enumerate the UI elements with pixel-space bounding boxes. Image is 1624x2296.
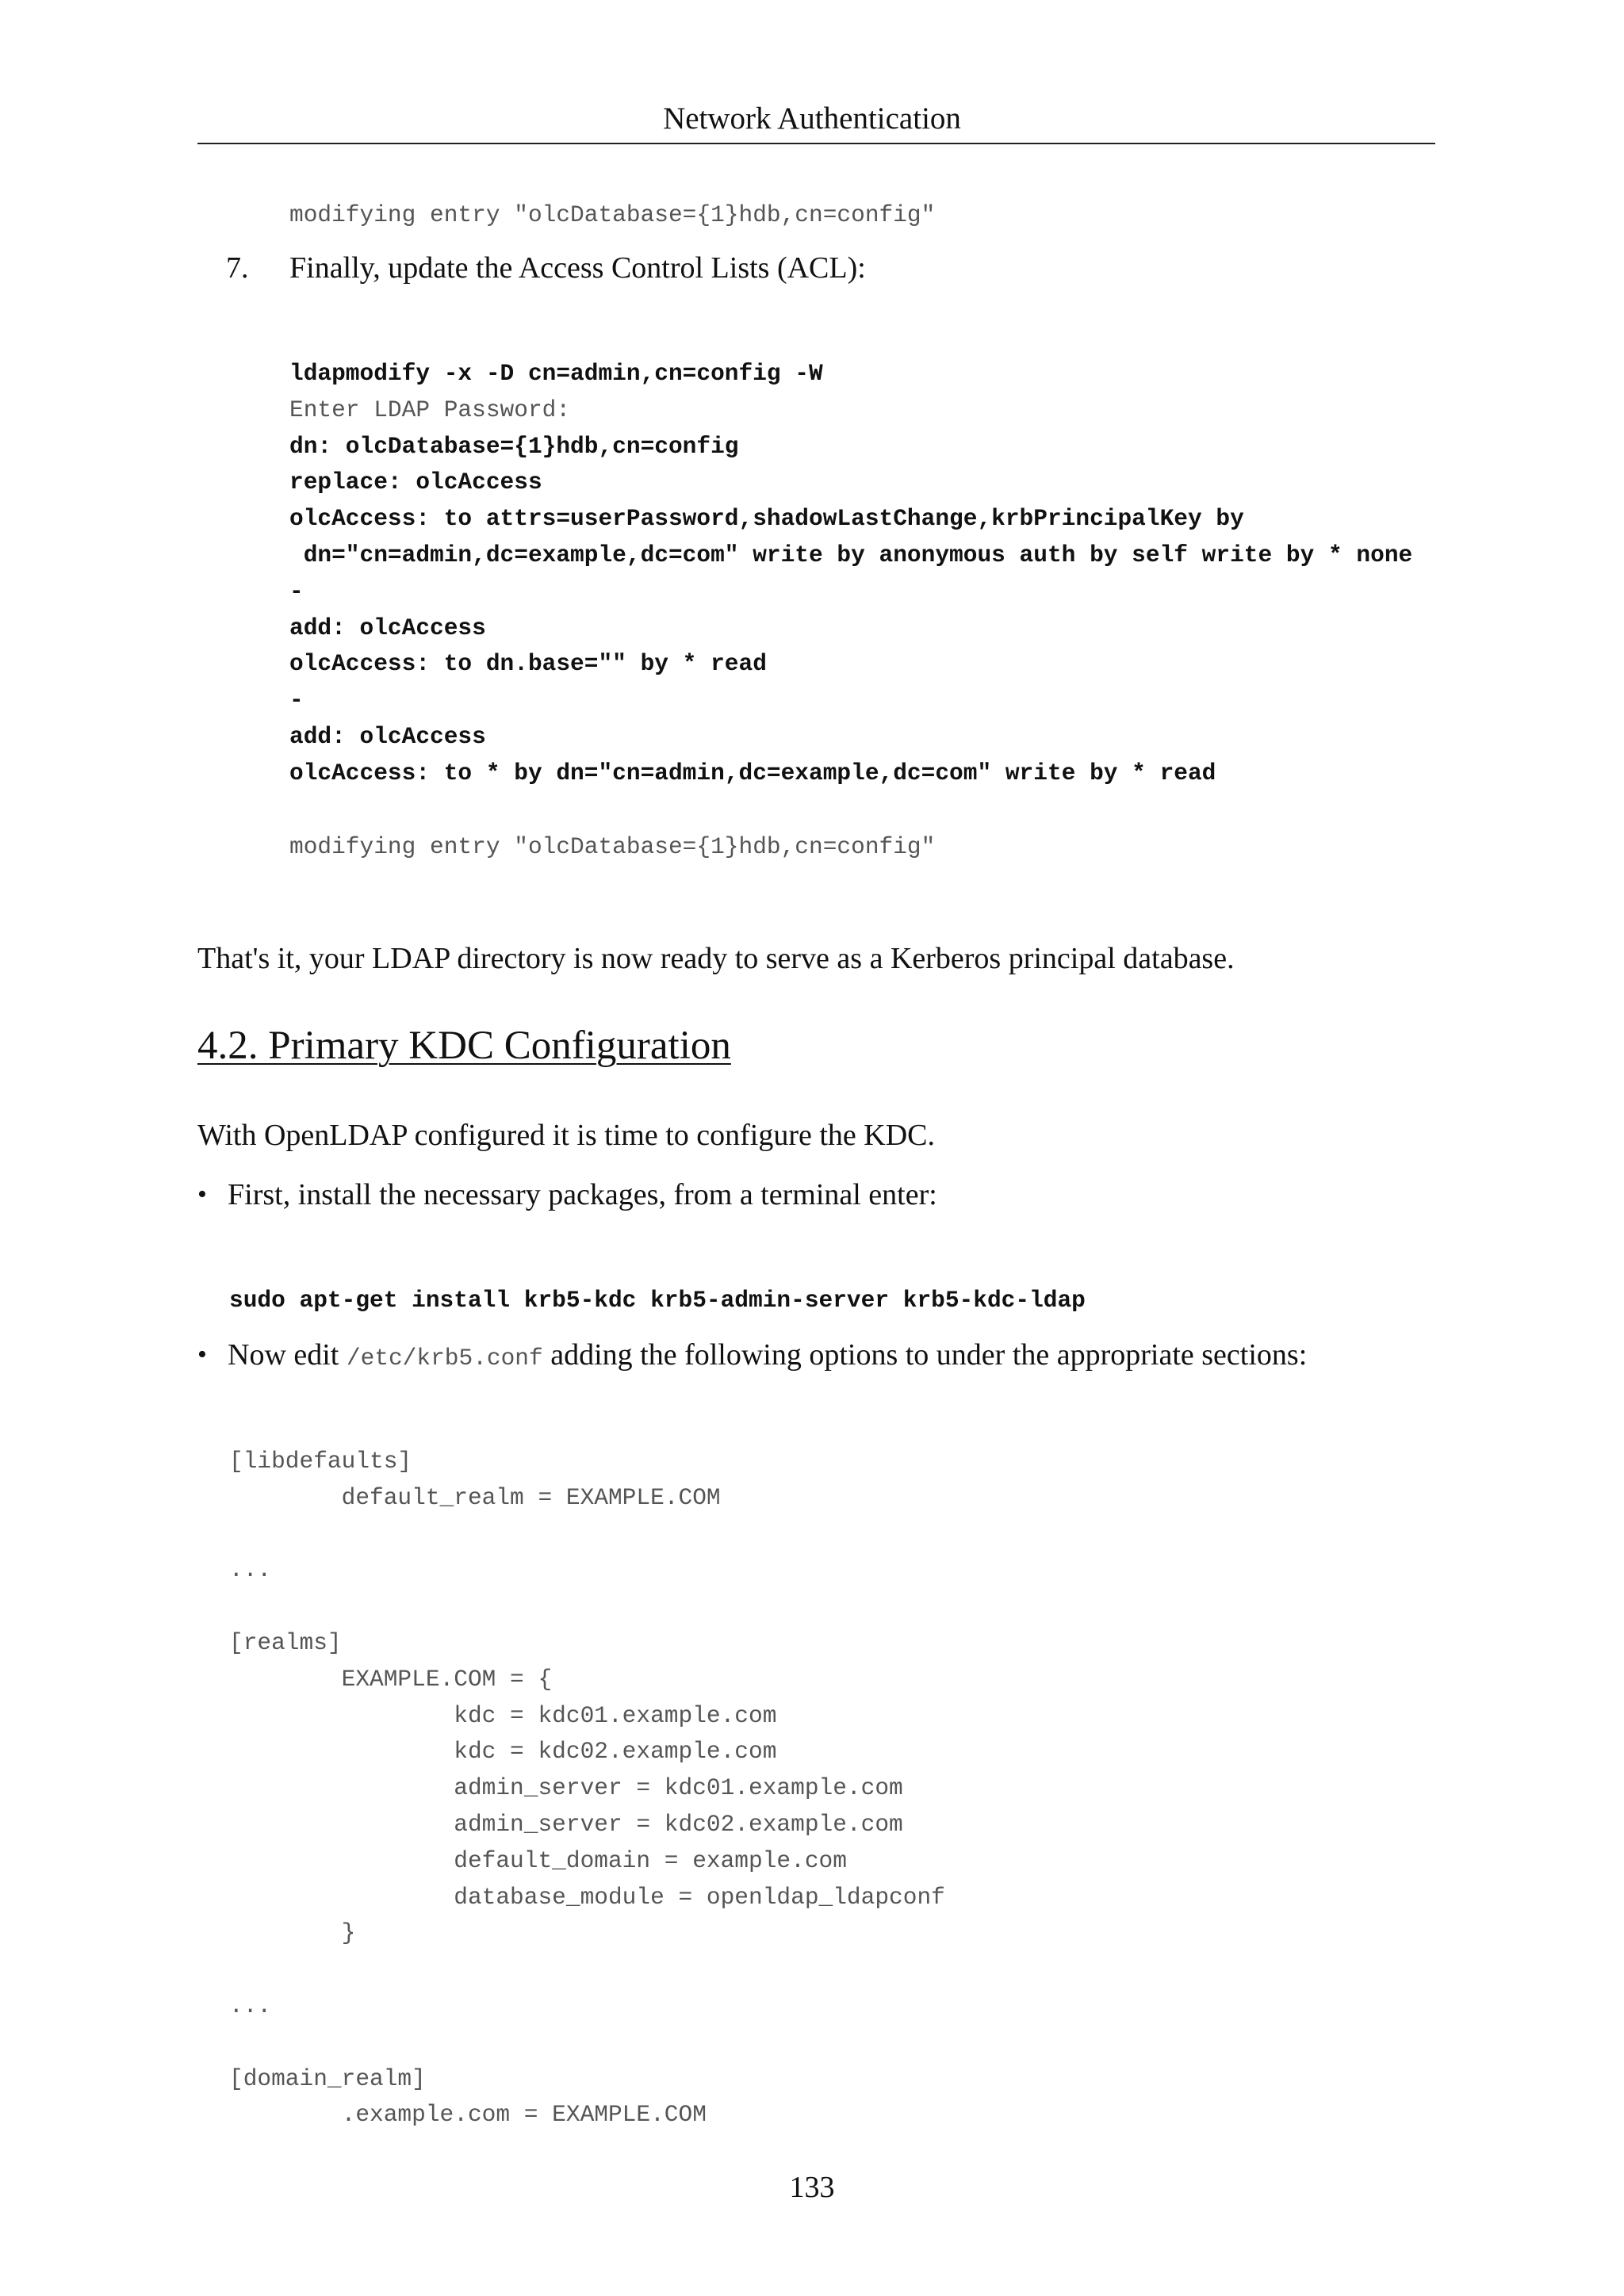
config-line: admin_server = kdc02.example.com [229, 1811, 903, 1838]
code-line: ldapmodify -x -D cn=admin,cn=config -W [289, 360, 823, 387]
code-line: dn="cn=admin,dc=example,dc=com" write by anonymous auth by self write by * none [289, 541, 1413, 568]
config-line: [libdefaults] [229, 1448, 412, 1475]
config-line: } [229, 1919, 356, 1947]
code-line: olcAccess: to * by dn="cn=admin,dc=example,dc=com" write by * read [289, 759, 1216, 786]
step7-output: modifying entry "olcDatabase={1}hdb,cn=config" [289, 833, 936, 860]
code-line: olcAccess: to attrs=userPassword,shadowLastChange,krbPrincipalKey by [289, 505, 1244, 533]
bullet-edit-text-after: adding the following options to under the appropriate sections: [542, 1338, 1308, 1372]
code-line: replace: olcAccess [289, 469, 542, 496]
bullet-edit-text [228, 1337, 1307, 1376]
code-line: add: olcAccess [289, 723, 486, 750]
header-divider [197, 143, 1435, 144]
code-line: dn: olcDatabase={1}hdb,cn=config [289, 432, 739, 460]
step-text: Finally, update the Access Control Lists (ACL): [289, 251, 866, 285]
inline-code-path: /etc/krb5.conf [346, 1345, 543, 1372]
bullet-install-text: First, install the necessary packages, from a terminal enter: [228, 1178, 937, 1211]
config-line: EXAMPLE.COM = { [229, 1665, 553, 1693]
code-line: - [289, 577, 304, 605]
page-number: 133 [789, 2171, 835, 2204]
step6-output: modifying entry "olcDatabase={1}hdb,cn=config" [289, 201, 936, 228]
running-header: Network Authentication [663, 101, 961, 136]
code-line: Enter LDAP Password: [289, 396, 571, 423]
config-line: kdc = kdc02.example.com [229, 1738, 777, 1766]
config-line: .example.com = EXAMPLE.COM [229, 2101, 707, 2129]
config-line: ... [229, 1992, 272, 2019]
config-line: database_module = openldap_ldapconf [229, 1883, 945, 1911]
conclusion-paragraph: That's it, your LDAP directory is now ready to serve as a Kerberos principal database. [197, 942, 1235, 975]
section-heading: 4.2. Primary KDC Configuration [197, 1024, 731, 1068]
config-line: admin_server = kdc01.example.com [229, 1774, 903, 1802]
code-line: - [289, 687, 304, 714]
install-command: sudo apt-get install krb5-kdc krb5-admin-server krb5-kdc-ldap [229, 1287, 1086, 1314]
code-line: add: olcAccess [289, 614, 486, 641]
config-line: kdc = kdc01.example.com [229, 1701, 777, 1729]
bullet-marker: • [197, 1180, 207, 1209]
config-line: [domain_realm] [229, 2064, 426, 2092]
step-number: 7. [226, 251, 249, 285]
bullet-edit-text-before: Now edit [228, 1338, 347, 1372]
code-line: olcAccess: to dn.base="" by * read [289, 650, 767, 678]
intro-paragraph: With OpenLDAP configured it is time to configure the KDC. [197, 1119, 935, 1152]
bullet-marker: • [197, 1340, 207, 1369]
config-line: default_realm = EXAMPLE.COM [229, 1483, 721, 1511]
config-line: [realms] [229, 1629, 342, 1656]
config-line: ... [229, 1556, 272, 1584]
config-line: default_domain = example.com [229, 1846, 847, 1874]
